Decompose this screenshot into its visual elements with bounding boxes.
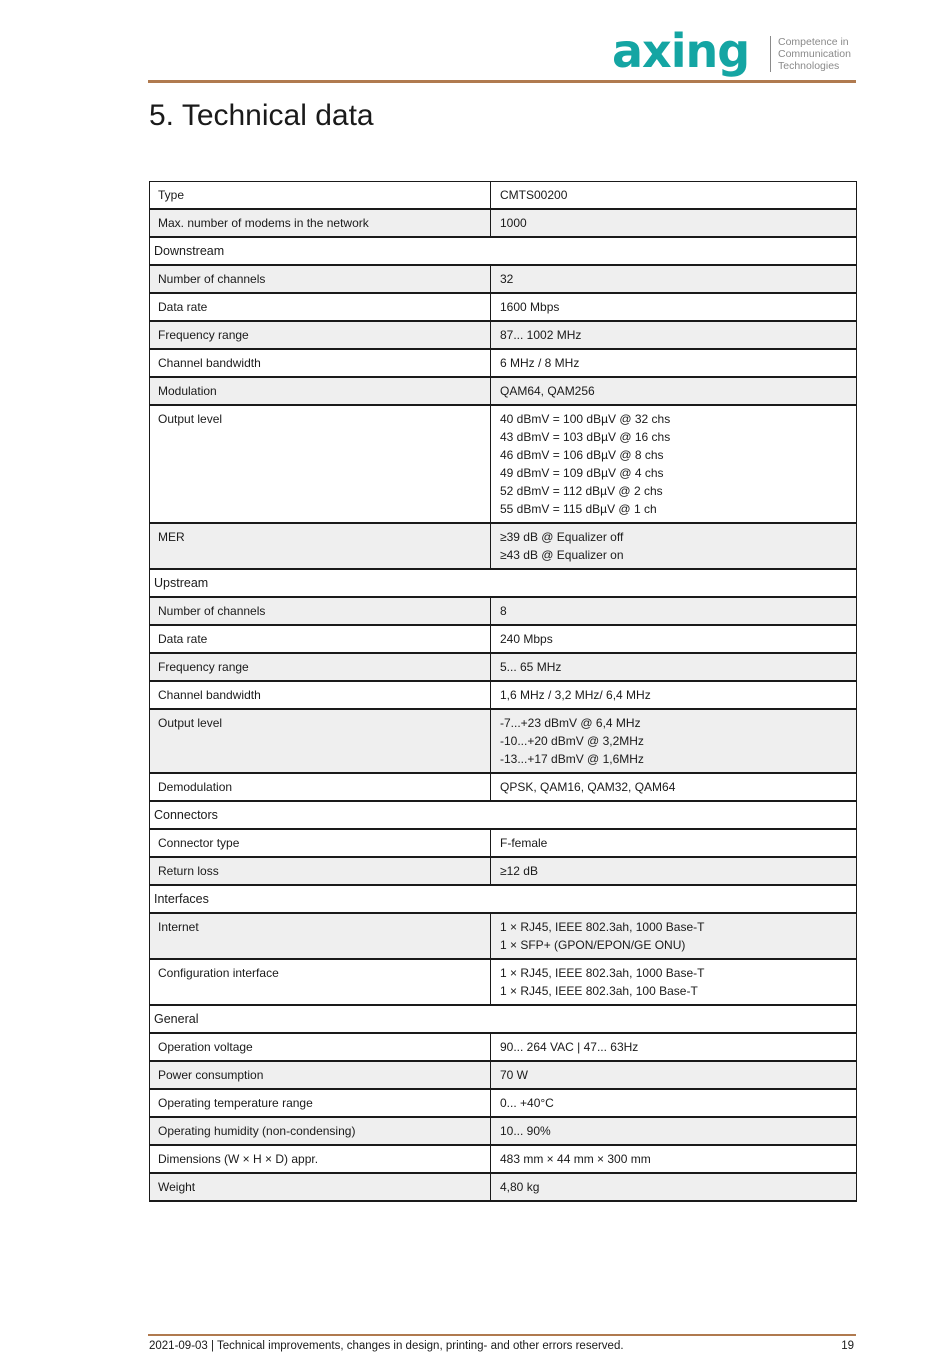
spec-label: Operating temperature range: [150, 1090, 491, 1116]
spec-value: [491, 322, 856, 348]
spec-label: Dimensions (W × H × D) appr.: [150, 1146, 491, 1172]
table-row: [149, 626, 857, 654]
section-title: Connectors: [154, 808, 218, 822]
table-row: [149, 858, 857, 886]
spec-value: [491, 1034, 856, 1060]
section-header-row: [149, 570, 857, 598]
spec-label: Output level: [150, 406, 491, 522]
spec-label: Internet: [150, 914, 491, 958]
spec-value: [491, 626, 856, 652]
spec-label: Demodulation: [150, 774, 491, 800]
logo-wordmark: axing: [612, 24, 750, 78]
section-title: General: [154, 1012, 199, 1026]
section-title: Interfaces: [154, 892, 209, 906]
spec-value-line: 1 × RJ45, IEEE 802.3ah, 1000 Base-T: [500, 966, 705, 980]
spec-value-line: 483 mm × 44 mm × 300 mm: [500, 1152, 651, 1166]
table-row: [149, 378, 857, 406]
spec-value-line: F-female: [500, 836, 548, 850]
spec-value-line: 87... 1002 MHz: [500, 328, 582, 342]
table-row: [149, 830, 857, 858]
spec-value-line: ≥12 dB: [500, 864, 538, 878]
spec-value: [491, 378, 856, 404]
spec-value-line: 1600 Mbps: [500, 300, 560, 314]
spec-value-line: 5... 65 MHz: [500, 660, 562, 674]
technical-data-table: [149, 181, 857, 1202]
table-row: [149, 350, 857, 378]
table-row: [149, 210, 857, 238]
spec-value-line: -10...+20 dBmV @ 3,2MHz: [500, 734, 644, 748]
spec-label: Output level: [150, 710, 491, 772]
spec-value: [491, 294, 856, 320]
spec-label: Configuration interface: [150, 960, 491, 1004]
spec-value-line: QAM64, QAM256: [500, 384, 595, 398]
spec-value: [491, 266, 856, 292]
spec-value-line: 40 dBmV = 100 dBµV @ 32 chs: [500, 412, 671, 426]
spec-label: Connector type: [150, 830, 491, 856]
spec-value: [491, 598, 856, 624]
spec-value: [491, 350, 856, 376]
spec-value-line: 70 W: [500, 1068, 529, 1082]
table-row: [149, 1034, 857, 1062]
spec-value-line: 1 × RJ45, IEEE 802.3ah, 1000 Base-T: [500, 920, 705, 934]
spec-label: Operating humidity (non-condensing): [150, 1118, 491, 1144]
spec-value-line: ≥43 dB @ Equalizer on: [500, 548, 624, 562]
tagline-line: Competence in: [778, 36, 849, 48]
spec-value-line: 6 MHz / 8 MHz: [500, 356, 580, 370]
spec-value: [491, 682, 856, 708]
spec-value: [491, 524, 856, 568]
spec-value: [491, 960, 856, 1004]
spec-value-line: 8: [500, 604, 507, 618]
section-header-row: [149, 886, 857, 914]
spec-value: [491, 858, 856, 884]
spec-value-line: 1000: [500, 216, 527, 230]
spec-label: Power consumption: [150, 1062, 491, 1088]
spec-label: Data rate: [150, 626, 491, 652]
spec-value-line: 32: [500, 272, 514, 286]
section-header-row: [149, 1006, 857, 1034]
table-row: [149, 1118, 857, 1146]
table-row: [149, 294, 857, 322]
spec-label: Modulation: [150, 378, 491, 404]
spec-label: Max. number of modems in the network: [150, 210, 491, 236]
spec-value: [491, 1146, 856, 1172]
spec-value: [491, 1118, 856, 1144]
spec-value-line: 52 dBmV = 112 dBµV @ 2 chs: [500, 484, 663, 498]
logo-divider: [770, 36, 771, 72]
spec-value: [491, 182, 856, 208]
spec-label: Channel bandwidth: [150, 350, 491, 376]
spec-value-line: CMTS00200: [500, 188, 568, 202]
spec-label: Number of channels: [150, 266, 491, 292]
logo-tagline: [778, 36, 851, 72]
spec-label: Frequency range: [150, 654, 491, 680]
spec-value: [491, 406, 856, 522]
tagline-line: Communication: [778, 48, 851, 60]
table-row: [149, 682, 857, 710]
spec-value: [491, 710, 856, 772]
table-row: [149, 960, 857, 1006]
table-row: [149, 710, 857, 774]
table-row: [149, 1062, 857, 1090]
spec-label: Frequency range: [150, 322, 491, 348]
spec-value: [491, 654, 856, 680]
table-row: [149, 914, 857, 960]
spec-label: Data rate: [150, 294, 491, 320]
spec-value: [491, 914, 856, 958]
spec-value: [491, 210, 856, 236]
spec-value: [491, 1062, 856, 1088]
axing-logo: [612, 24, 872, 78]
section-header-row: [149, 802, 857, 830]
table-row: [149, 774, 857, 802]
section-title: Upstream: [154, 576, 209, 590]
spec-label: Weight: [150, 1174, 491, 1200]
spec-value-line: 10... 90%: [500, 1124, 551, 1138]
footer-rule: [148, 1334, 856, 1336]
spec-value-line: 55 dBmV = 115 dBµV @ 1 ch: [500, 502, 657, 516]
spec-value-line: 1 × RJ45, IEEE 802.3ah, 100 Base-T: [500, 984, 698, 998]
section-title: Downstream: [154, 244, 225, 258]
table-row: [149, 598, 857, 626]
header-rule: [148, 80, 856, 83]
spec-value-line: 46 dBmV = 106 dBµV @ 8 chs: [500, 448, 664, 462]
spec-value-line: ≥39 dB @ Equalizer off: [500, 530, 624, 544]
page-number: 19: [841, 1340, 854, 1352]
spec-value-line: QPSK, QAM16, QAM32, QAM64: [500, 780, 676, 794]
section-header-row: [149, 238, 857, 266]
footer-text: 2021-09-03 | Technical improvements, changes in design, printing- and other errors reserved.: [149, 1340, 624, 1352]
spec-label: Operation voltage: [150, 1034, 491, 1060]
table-row: [149, 1090, 857, 1118]
spec-value: [491, 1090, 856, 1116]
spec-value-line: 90... 264 VAC | 47... 63Hz: [500, 1040, 639, 1054]
table-row: [149, 654, 857, 682]
spec-value: [491, 1174, 856, 1200]
page-title: 5. Technical data: [149, 99, 374, 132]
tagline-line: Technologies: [778, 60, 840, 72]
spec-label: Number of channels: [150, 598, 491, 624]
spec-label: Return loss: [150, 858, 491, 884]
table-row: [149, 406, 857, 524]
table-row: [149, 322, 857, 350]
spec-value-line: 1,6 MHz / 3,2 MHz/ 6,4 MHz: [500, 688, 651, 702]
spec-label: Channel bandwidth: [150, 682, 491, 708]
spec-value-line: 4,80 kg: [500, 1180, 540, 1194]
table-row: [149, 1146, 857, 1174]
spec-value-line: 49 dBmV = 109 dBµV @ 4 chs: [500, 466, 664, 480]
spec-value: [491, 774, 856, 800]
spec-value-line: 1 × SFP+ (GPON/EPON/GE ONU): [500, 938, 686, 952]
spec-value-line: -7...+23 dBmV @ 6,4 MHz: [500, 716, 641, 730]
spec-label: Type: [150, 182, 491, 208]
spec-label: MER: [150, 524, 491, 568]
table-row: [149, 266, 857, 294]
spec-value: [491, 830, 856, 856]
table-row: [149, 182, 857, 210]
table-row: [149, 524, 857, 570]
table-row: [149, 1174, 857, 1202]
spec-value-line: 43 dBmV = 103 dBµV @ 16 chs: [500, 430, 671, 444]
spec-value-line: 240 Mbps: [500, 632, 553, 646]
spec-value-line: -13...+17 dBmV @ 1,6MHz: [500, 752, 644, 766]
spec-value-line: 0... +40°C: [500, 1096, 554, 1110]
